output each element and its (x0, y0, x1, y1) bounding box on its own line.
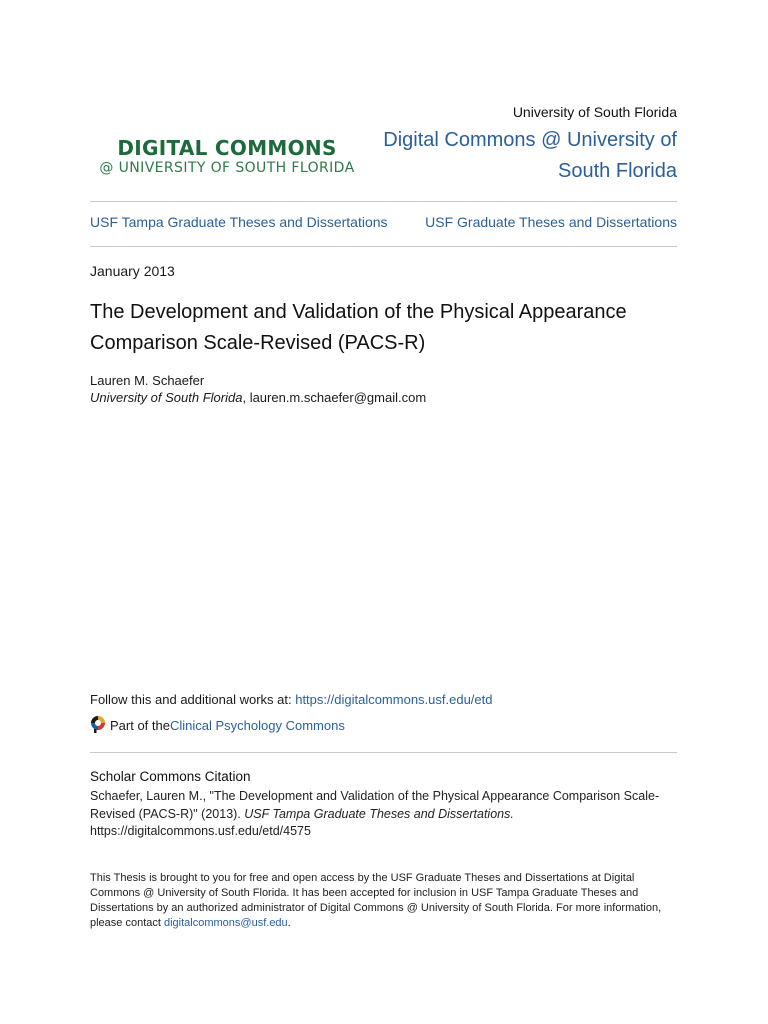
collection-link-graduate[interactable]: USF Graduate Theses and Dissertations (425, 214, 677, 230)
follow-line (90, 692, 493, 707)
publication-date: January 2013 (90, 263, 175, 279)
citation-text (90, 788, 677, 841)
access-note-suffix: . (287, 917, 291, 929)
access-note (90, 871, 677, 931)
contact-email-link[interactable]: digitalcommons@usf.edu (164, 917, 288, 929)
network-icon (90, 715, 110, 736)
author-name: Lauren M. Schaefer (90, 373, 205, 388)
citation-prefix: Schaefer, Lauren M., "The Development and Validation of the Physical Appearance Comparison Scale-Revised (PACS-R)" (2013). (90, 789, 660, 821)
affiliation-separator: , (242, 390, 250, 405)
part-of-line (90, 715, 345, 736)
collection-link-tampa[interactable]: USF Tampa Graduate Theses and Dissertations (90, 214, 388, 230)
access-note-text: This Thesis is brought to you for free and open access by the USF Graduate Theses and Dissertations at Digital Commons @ University of South Florida. It has been accepted for inclusion in USF Tampa Graduate Theses and Dissertations by an authorized administrator of Digital Commons @ University of South Florida. For more information, please contact (90, 872, 662, 929)
citation-url: https://digitalcommons.usf.edu/etd/4575 (90, 824, 311, 838)
follow-prefix: Follow this and additional works at: (90, 692, 296, 707)
university-name: University of South Florida (512, 104, 677, 120)
repository-title-link[interactable]: Digital Commons @ University of South Florida (383, 129, 677, 182)
digital-commons-logo[interactable] (92, 136, 362, 180)
affiliation-text: University of South Florida (90, 390, 243, 405)
follow-url-link[interactable]: https://digitalcommons.usf.edu/etd (295, 692, 493, 707)
author-email: lauren.m.schaefer@gmail.com (249, 390, 427, 405)
logo-sub-text: @ UNIVERSITY OF SOUTH FLORIDA (99, 160, 355, 176)
citation-series: USF Tampa Graduate Theses and Dissertations. (244, 806, 514, 821)
citation-heading: Scholar Commons Citation (90, 769, 251, 784)
author-affiliation (90, 390, 426, 405)
document-title: The Development and Validation of the Physical Appearance Comparison Scale-Revised (PACS-R) (90, 301, 627, 354)
divider (90, 201, 677, 202)
clinical-psychology-commons-link[interactable]: Clinical Psychology Commons (169, 718, 345, 733)
divider (90, 246, 677, 247)
divider (90, 752, 677, 753)
part-of-prefix: Part of the (110, 718, 170, 733)
logo-main-text: DIGITAL COMMONS (117, 136, 337, 160)
